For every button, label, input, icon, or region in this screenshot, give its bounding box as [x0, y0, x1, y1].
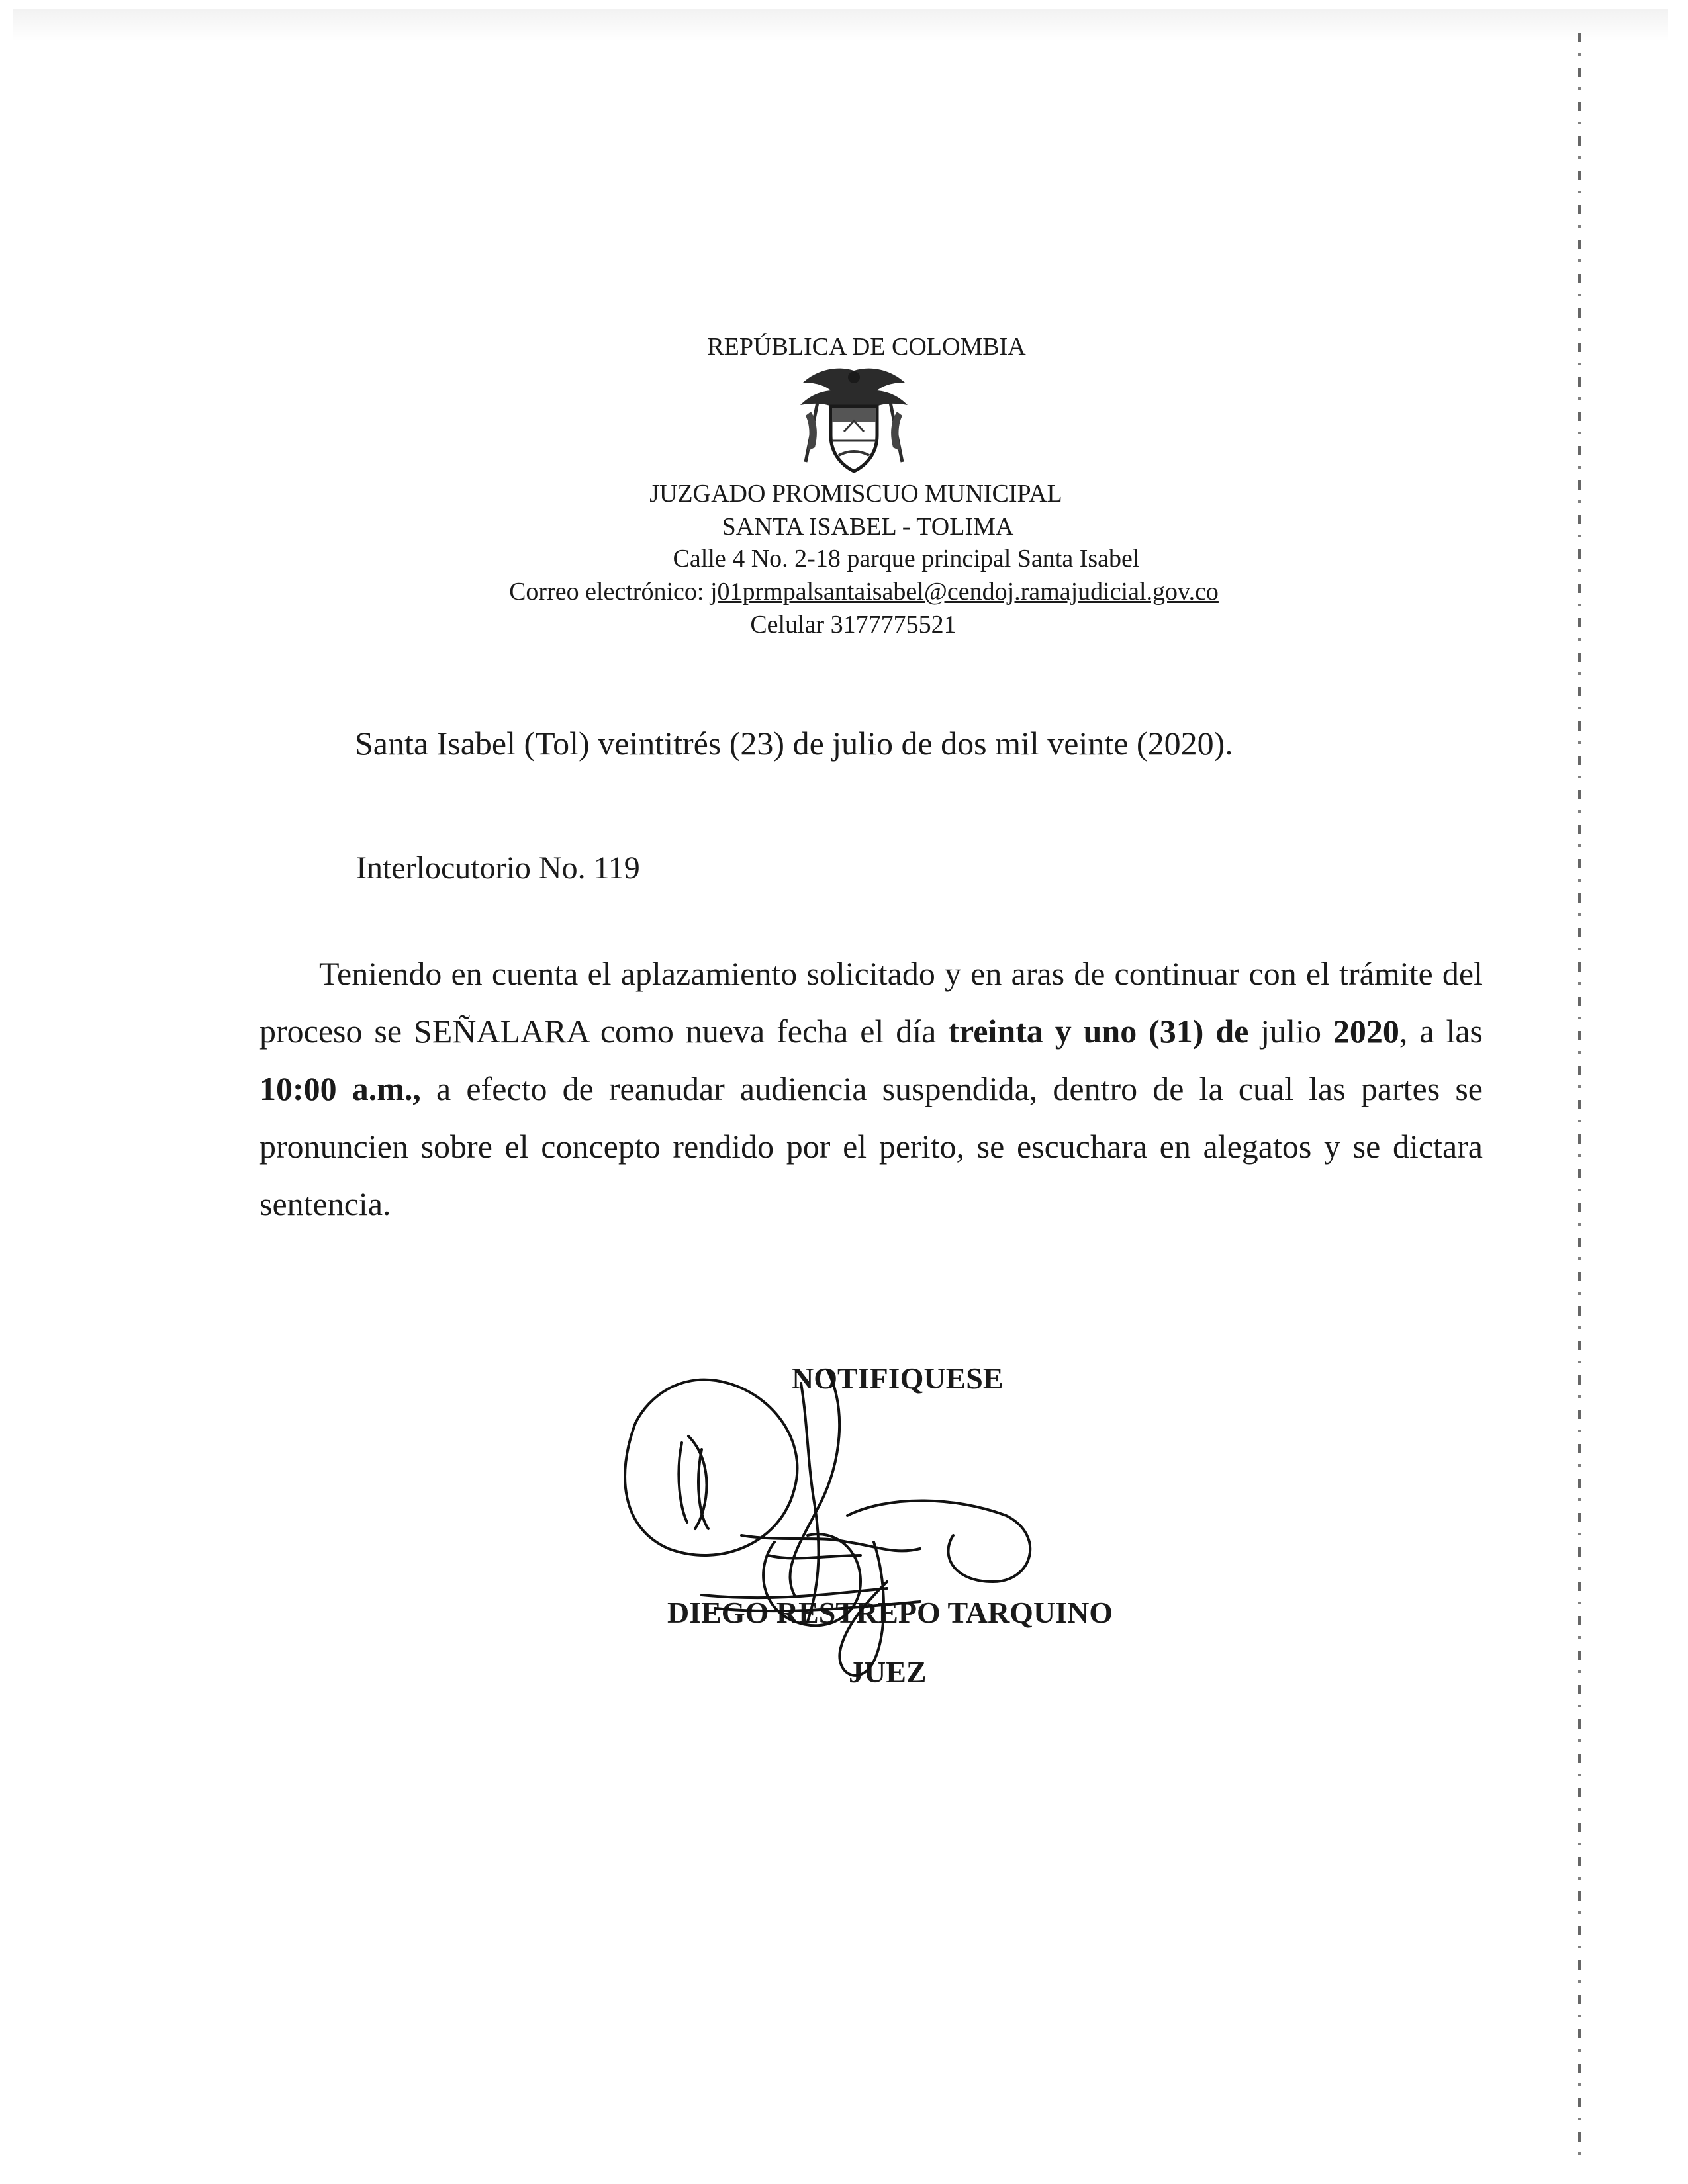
email-label: Correo electrónico: — [509, 578, 710, 606]
colombia-coat-of-arms-icon — [791, 363, 917, 475]
header-address: Calle 4 No. 2-18 parque principal Santa Isabel — [673, 545, 1140, 572]
body-bold-time: 10:00 a.m., — [259, 1070, 421, 1107]
header-phone: Celular 3177775521 — [750, 611, 957, 639]
body-bold-year: 2020 — [1333, 1013, 1399, 1050]
header-court: JUZGADO PROMISCUO MUNICIPAL — [649, 480, 1062, 508]
judge-title: JUEZ — [849, 1655, 927, 1689]
body-paragraph — [259, 945, 1483, 1233]
notify-heading: NOTIFIQUESE — [792, 1361, 1004, 1395]
judge-name: DIEGO RESTREPO TARQUINO — [667, 1596, 1113, 1629]
date-line: Santa Isabel (Tol) veintitrés (23) de julio de dos mil veinte (2020). — [355, 725, 1233, 762]
scan-edge-shadow — [13, 9, 1668, 41]
body-text-1: Teniendo en cuenta el aplazamiento solicitado y en aras de continuar con el trámite del proceso se SEÑALARA como nueva fecha el día — [259, 955, 1483, 1050]
header-country: REPÚBLICA DE COLOMBIA — [707, 333, 1026, 361]
body-text-4: a efecto de reanudar audiencia suspendida, dentro de la cual las partes se pronuncien sobre el concepto rendido por el perito, se escuchara en alegatos y se dictara sentencia. — [259, 1070, 1483, 1222]
interlocutorio-number: Interlocutorio No. 119 — [356, 850, 640, 886]
header-email-line — [20, 576, 1688, 608]
email-link[interactable]: j01prmpalsantaisabel@cendoj.ramajudicial.gov.co — [710, 578, 1219, 606]
handwritten-signature — [609, 1343, 1086, 1688]
body-text-3: , a las — [1399, 1013, 1483, 1050]
header-location: SANTA ISABEL - TOLIMA — [722, 513, 1014, 541]
body-bold-date: treinta y uno (31) de — [948, 1013, 1249, 1050]
body-text-2: julio — [1248, 1013, 1333, 1050]
